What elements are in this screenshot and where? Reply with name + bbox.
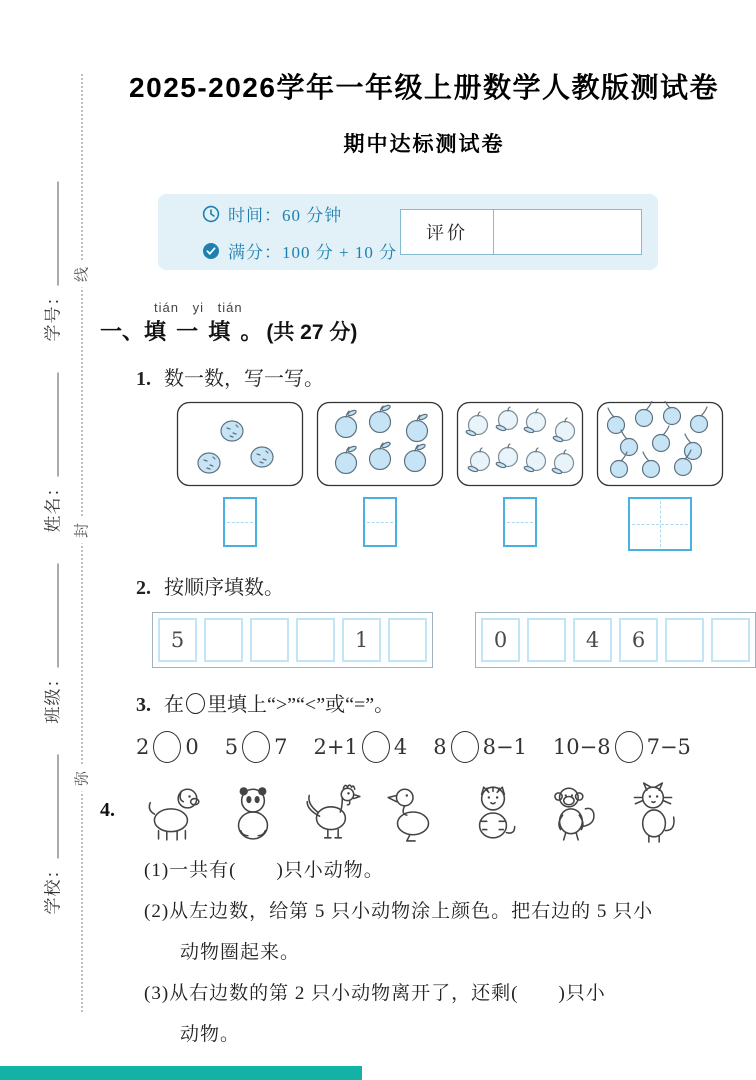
writing-box-3	[503, 497, 537, 547]
class-label: 班级：	[43, 669, 63, 724]
answer-circle	[153, 731, 181, 763]
strawberry-box-image	[176, 401, 304, 487]
seal-char-feng: 封	[69, 518, 94, 544]
name-field	[39, 342, 64, 533]
question-2-number: 2.	[136, 577, 151, 599]
writing-box-4-wide	[628, 497, 692, 551]
section-score: (共 27 分)	[266, 321, 358, 344]
student-number-blank-line	[53, 182, 59, 286]
comparison-row	[136, 731, 748, 763]
sequence-cell	[296, 618, 335, 662]
comparison-item	[433, 731, 527, 763]
tiger-image	[457, 781, 529, 843]
circle-placeholder-icon	[186, 693, 205, 714]
number-sequences-row	[152, 612, 748, 668]
writing-box-column	[176, 497, 304, 551]
student-number-field	[39, 151, 64, 342]
section-title-block	[144, 300, 264, 346]
question-1-number: 1.	[136, 368, 151, 390]
name-blank-line	[53, 373, 59, 477]
sequence-strip-1	[152, 612, 433, 668]
sequence-cell	[388, 618, 427, 662]
score-text: 满分：100 分 + 10 分	[228, 243, 398, 262]
apple-box-image	[316, 401, 444, 487]
comparison-right: 4	[393, 735, 408, 759]
writing-box-2	[363, 497, 397, 547]
page-title: 2025-2026学年一年级上册数学人教版测试卷	[129, 72, 719, 103]
monkey-image	[537, 781, 609, 843]
comparison-item	[225, 731, 288, 763]
class-blank-line	[53, 564, 59, 668]
question-4-sub3-line1: (3)从右边数的第 2 只小动物离开了，还剩( )只小	[144, 983, 606, 1004]
writing-boxes-row	[176, 497, 748, 551]
sequence-cell: 0	[481, 618, 520, 662]
section-numeral: 一、	[100, 319, 145, 344]
writing-box-column	[596, 497, 724, 551]
evaluation-label: 评价	[401, 210, 494, 254]
writing-box-1	[223, 497, 257, 547]
section-title: 填 一 填 。	[144, 319, 265, 344]
writing-box-column	[456, 497, 584, 551]
dog-image	[137, 781, 209, 843]
answer-circle	[615, 731, 643, 763]
comparison-left: 5	[224, 735, 239, 759]
evaluation-blank-cell	[494, 210, 641, 254]
school-label: 学校：	[43, 860, 63, 915]
comparison-left: 2+1	[313, 735, 358, 759]
panda-image	[217, 781, 289, 843]
fruit-boxes-row	[176, 401, 748, 487]
duck-image	[377, 781, 449, 843]
answer-circle	[242, 731, 270, 763]
school-field	[39, 724, 64, 915]
question-4-sub2-line2: 动物圈起来。	[180, 942, 301, 963]
question-4-sub3-line2: 动物。	[180, 1024, 241, 1045]
evaluation-table	[400, 209, 642, 255]
question-4-sub2-line1: (2)从左边数，给第 5 只小动物涂上颜色。把右边的 5 只小	[144, 901, 654, 922]
student-number-label: 学号：	[43, 287, 63, 342]
paper-main-content	[100, 0, 748, 1048]
question-1-text: 数一数，写一写。	[164, 368, 324, 390]
question-1-text-line	[136, 362, 748, 391]
question-4-number: 4.	[100, 799, 115, 821]
sequence-strip-2	[475, 612, 756, 668]
comparison-item	[553, 731, 691, 763]
name-label: 姓名：	[43, 478, 63, 533]
sequence-cell: 4	[573, 618, 612, 662]
comparison-right: 7−5	[646, 735, 691, 759]
seal-char-xian: 线	[69, 262, 94, 288]
comparison-item	[314, 731, 408, 763]
student-info-fields	[42, 150, 64, 915]
comparison-item	[136, 731, 199, 763]
comparison-right: 0	[185, 735, 199, 759]
cherry-box-image	[596, 401, 724, 487]
sequence-cell	[527, 618, 566, 662]
question-3-prefix: 在	[164, 694, 184, 716]
sequence-cell: 5	[158, 618, 197, 662]
answer-circle	[451, 731, 479, 763]
comparison-right: 7	[274, 735, 288, 759]
clock-icon	[202, 205, 220, 223]
bottom-page-edge-bar	[0, 1066, 362, 1080]
comparison-left: 10−8	[552, 735, 611, 759]
question-3-number: 3.	[136, 694, 151, 716]
question-3-suffix: 里填上“>”“<”或“=”。	[207, 694, 395, 716]
check-circle-icon	[202, 242, 220, 260]
score-line	[202, 238, 397, 263]
class-field	[39, 533, 64, 724]
comparison-left: 8	[433, 735, 447, 759]
question-2-text: 按顺序填数。	[164, 577, 284, 599]
animals-row	[137, 781, 689, 843]
exam-info-box	[158, 194, 658, 270]
comparison-right: 8−1	[482, 735, 527, 759]
sequence-cell	[204, 618, 243, 662]
sequence-cell	[250, 618, 289, 662]
cat-image	[617, 781, 689, 843]
sequence-cell	[665, 618, 704, 662]
section-one-heading	[100, 300, 748, 346]
seal-char-mi: 弥	[69, 766, 94, 792]
question-3-text-line	[136, 688, 748, 717]
question-4-row	[100, 781, 748, 843]
question-4-sub1: (1)一共有( )只小动物。	[144, 860, 384, 881]
answer-circle	[362, 731, 390, 763]
pinyin-annotation: tián yi tián	[154, 300, 243, 315]
rooster-image	[297, 781, 369, 843]
question-2-text-line	[136, 571, 748, 600]
exam-info-lines	[202, 201, 397, 263]
peach-box-image	[456, 401, 584, 487]
time-text: 时间：60 分钟	[228, 206, 343, 225]
writing-box-column	[316, 497, 444, 551]
sequence-cell: 1	[342, 618, 381, 662]
comparison-left: 2	[136, 735, 150, 759]
sequence-cell	[711, 618, 750, 662]
school-blank-line	[53, 755, 59, 859]
sequence-cell: 6	[619, 618, 658, 662]
time-line	[202, 201, 397, 226]
page-subtitle: 期中达标测试卷	[343, 133, 505, 156]
